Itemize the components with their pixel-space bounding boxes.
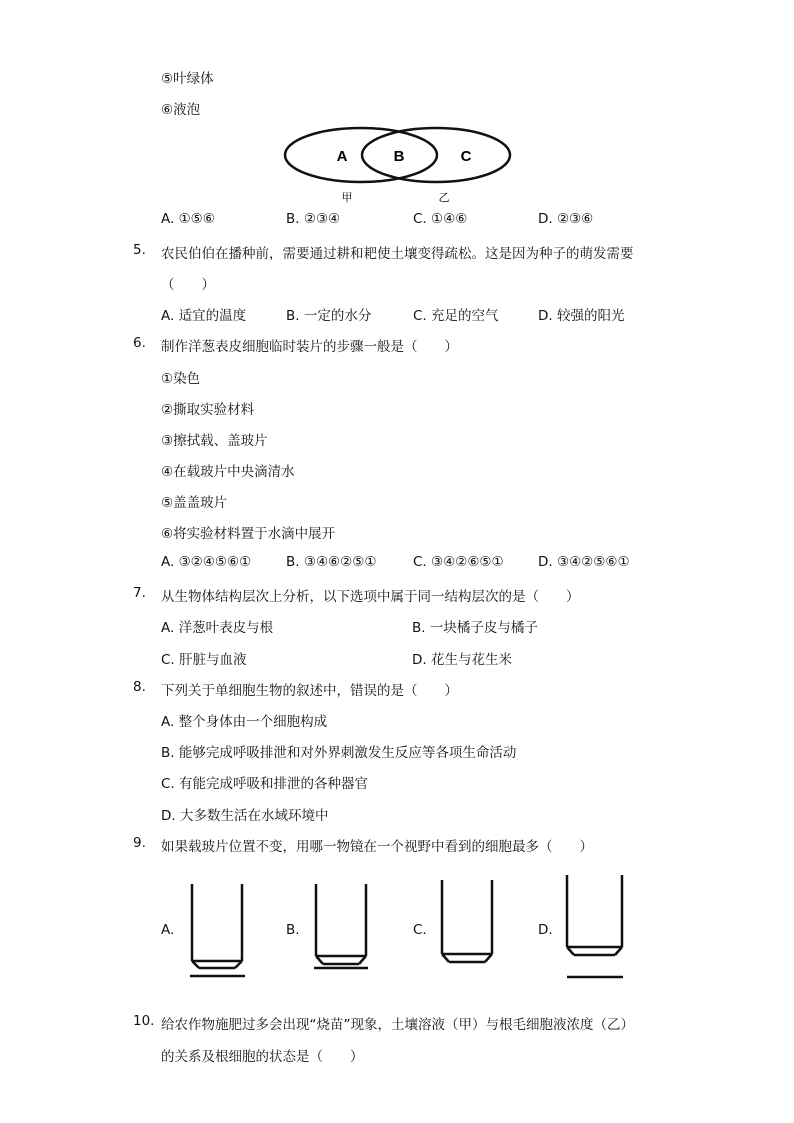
q8-option-a: A. 整个身体由一个细胞构成 [161,714,328,730]
q9-stem: 如果载玻片位置不变，用哪一物镜在一个视野中看到的细胞最多（ ） [161,839,593,855]
q9-label-d: D. [538,922,553,938]
q6-item-4: ④在载玻片中央滴清水 [161,464,295,480]
q5-option-d: D. 较强的阳光 [538,308,625,324]
q8-option-c: C. 有能完成呼吸和排泄的各种器官 [161,776,369,792]
q5-stem-cont: （ ） [161,277,215,293]
q7-option-b: B. 一块橘子皮与橘子 [412,620,538,636]
q9-number: 9. [133,835,146,851]
venn-label-c: C [460,148,472,165]
q5-option-c: C. 充足的空气 [413,308,499,324]
q6-item-3: ③擦拭载、盖玻片 [161,433,268,449]
q6-number: 6. [133,335,146,351]
q6-stem: 制作洋葱表皮细胞临时装片的步骤一般是（ ） [161,339,458,355]
q5-stem: 农民伯伯在播种前，需要通过耕和耙使土壤变得疏松。这是因为种子的萌发需要 [161,246,634,262]
q8-number: 8. [133,679,146,695]
q8-option-d: D. 大多数生活在水域环境中 [161,808,329,824]
objective-lens-b-icon [314,884,368,968]
q5-number: 5. [133,242,146,258]
q6-option-d: D. ③④②⑤⑥① [538,554,630,570]
q4-item-6: ⑥液泡 [161,102,201,118]
q6-option-b: B. ③④⑥②⑤① [286,554,377,570]
q9-label-c: C. [413,922,427,938]
objective-lens-a-icon [190,884,245,976]
q5-option-a: A. 适宜的温度 [161,308,247,324]
q6-item-1: ①染色 [161,371,201,387]
q6-item-6: ⑥将实验材料置于水滴中展开 [161,526,336,542]
q10-stem-cont: 的关系及根细胞的状态是（ ） [161,1049,364,1065]
q8-stem: 下列关于单细胞生物的叙述中，错误的是（ ） [161,683,458,699]
q4-option-a: A. ①⑤⑥ [161,211,215,227]
q9-label-b: B. [286,922,300,938]
q9-label-a: A. [161,922,175,938]
q5-option-b: B. 一定的水分 [286,308,372,324]
q10-stem: 给农作物施肥过多会出现“烧苗”现象，土壤溶液（甲）与根毛细胞液浓度（乙） [161,1017,634,1033]
q7-option-d: D. 花生与花生米 [412,652,512,668]
q6-option-a: A. ③②④⑤⑥① [161,554,252,570]
q6-option-c: C. ③④②⑥⑤① [413,554,504,570]
q4-item-5: ⑤叶绿体 [161,71,214,87]
venn-label-yi: 乙 [438,191,450,204]
venn-label-jia: 甲 [341,191,353,204]
q6-item-2: ②撕取实验材料 [161,402,255,418]
q7-number: 7. [133,585,146,601]
q4-option-d: D. ②③⑥ [538,211,594,227]
q4-option-b: B. ②③④ [286,211,341,227]
q4-option-c: C. ①④⑥ [413,211,468,227]
objective-lens-d-icon [567,875,623,977]
q8-option-b: B. 能够完成呼吸排泄和对外界刺激发生反应等各项生命活动 [161,745,517,761]
q7-option-c: C. 肝脏与血液 [161,652,247,668]
venn-label-a: A [336,148,348,165]
q6-item-5: ⑤盖盖玻片 [161,495,228,511]
q7-option-a: A. 洋葱叶表皮与根 [161,620,274,636]
q7-stem: 从生物体结构层次上分析，以下选项中属于同一结构层次的是（ ） [161,589,580,605]
venn-label-b: B [393,148,405,165]
objective-lens-c-icon [442,880,492,962]
q10-number: 10. [133,1013,155,1029]
venn-diagram [0,0,794,210]
